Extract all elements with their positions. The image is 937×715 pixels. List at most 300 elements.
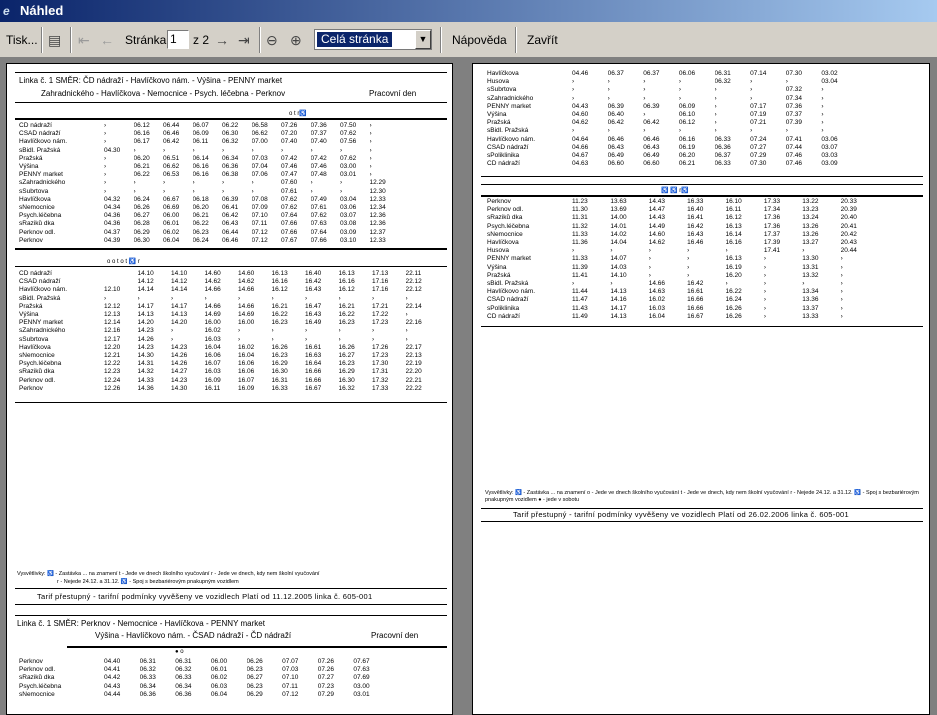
departure-time: › [763, 255, 767, 263]
departure-time: 14.10 [137, 270, 154, 277]
departure-time: 07.26 [281, 122, 298, 129]
departure-time: 20.42 [840, 230, 857, 238]
departure-time: › [821, 86, 824, 94]
toolbar-separator [70, 27, 72, 53]
departure-time: 04.63 [572, 160, 589, 168]
departure-time: 04.32 [104, 195, 121, 203]
departure-time: 17.23 [372, 319, 389, 327]
departure-time: 06.30 [133, 236, 150, 244]
departure-time: › [572, 127, 575, 135]
departure-time: 07.66 [310, 236, 327, 244]
timetable-4 [487, 70, 857, 168]
departure-time: 06.46 [643, 135, 660, 143]
stop-name: Perknov [19, 384, 43, 392]
departure-time: 16.42 [687, 222, 704, 230]
departure-time: 07.30 [785, 70, 803, 77]
departure-time: 22.16 [405, 319, 422, 327]
departure-time: 14.14 [137, 286, 154, 294]
help-button[interactable]: Nápověda [452, 33, 507, 47]
departure-time: 06.60 [643, 160, 660, 168]
departure-time: 12.36 [369, 220, 386, 228]
departure-time: 07.60 [281, 179, 298, 187]
departure-time: 06.33 [714, 160, 731, 168]
departure-time: 14.60 [204, 270, 221, 277]
departure-time: 06.42 [643, 119, 660, 127]
departure-time: 07.63 [310, 220, 327, 228]
departure-time: › [369, 130, 372, 138]
departure-time: 06.44 [222, 228, 239, 236]
tariff-note: Tarif přestupný - tarifní podmínky vyvěšeny ve vozidlech Platí od 11.12.2005 linka č. 605-001 [37, 592, 373, 601]
departure-time: › [840, 271, 843, 279]
departure-time: › [840, 263, 843, 271]
departure-time: 16.40 [687, 206, 704, 214]
departure-time: 04.43 [104, 682, 121, 690]
departure-time: › [372, 294, 375, 302]
departure-time: › [678, 127, 682, 135]
preview-page-2 [472, 63, 930, 715]
departure-time: › [785, 127, 788, 135]
table-row [19, 188, 399, 196]
departure-time: › [369, 122, 372, 129]
departure-time: 06.16 [678, 135, 696, 143]
table-row [19, 171, 399, 179]
departure-time: 16.29 [271, 360, 288, 368]
departure-time: › [648, 263, 651, 271]
departure-time: 06.37 [643, 70, 660, 77]
departure-time: 12.24 [104, 376, 121, 384]
departure-time: 07.27 [317, 674, 335, 682]
window-titlebar[interactable] [0, 0, 937, 22]
departure-time: 06.01 [210, 666, 228, 674]
stop-name: ČD nádraží [487, 160, 520, 168]
departure-time: 07.44 [785, 143, 803, 151]
departure-time: 14.17 [137, 302, 154, 310]
page-rule [481, 508, 923, 509]
prev-page-icon[interactable]: ← [100, 32, 114, 48]
stop-name: sPoliklinika [487, 304, 520, 312]
departure-time: 14.62 [204, 278, 221, 286]
stop-name: sZahradnického [19, 327, 66, 335]
departure-time: 16.61 [687, 288, 704, 296]
departure-time: 16.23 [271, 319, 288, 327]
departure-time: › [133, 187, 136, 195]
stop-name: Psych.léčebna [487, 222, 530, 230]
departure-time: › [222, 179, 225, 187]
departure-time: 06.62 [251, 130, 268, 138]
stop-name: Výšina [487, 111, 507, 119]
departure-time: 14.26 [171, 360, 188, 368]
departure-time: › [338, 327, 341, 335]
table-row [19, 147, 399, 155]
zoom-in-icon[interactable]: ⊕ [290, 32, 302, 48]
departure-time: 16.31 [271, 376, 288, 384]
departure-time: 06.26 [246, 658, 263, 665]
stop-name: Perknov odl. [19, 376, 56, 384]
departure-time: 14.23 [137, 343, 154, 351]
departure-time: › [137, 294, 140, 302]
departure-time: 04.36 [104, 212, 121, 220]
departure-time: 06.04 [210, 690, 228, 698]
departure-time: 04.44 [104, 690, 121, 698]
departure-time: › [607, 86, 610, 94]
period-label-return: Pracovní den [371, 631, 419, 640]
departure-time: 17.37 [763, 230, 781, 238]
page-rule [481, 521, 923, 522]
departure-time: 07.56 [340, 138, 357, 146]
departure-time: 14.63 [648, 288, 666, 296]
table-row [487, 206, 879, 214]
departure-time: › [192, 187, 195, 195]
departure-time: 12.34 [369, 204, 386, 212]
departure-time: › [648, 247, 651, 255]
table-row [19, 336, 439, 344]
table-row [19, 352, 439, 360]
table-row [487, 136, 857, 144]
departure-time: 17.16 [372, 278, 389, 286]
departure-time: › [369, 138, 372, 146]
stop-name: Perknov odl. [19, 666, 56, 674]
departure-time: 14.16 [610, 296, 627, 304]
departure-time: › [271, 335, 274, 343]
departure-time: 07.21 [750, 119, 767, 127]
departure-time: 14.00 [610, 214, 627, 222]
page-label: Stránka [125, 33, 167, 47]
departure-time: 16.23 [338, 319, 355, 327]
departure-time: 12.14 [104, 319, 121, 327]
stop-name: Havlíčkovo nám. [487, 288, 536, 296]
departure-time: › [340, 179, 343, 187]
departure-time: 06.34 [222, 154, 239, 162]
table-row [487, 152, 857, 160]
departure-time: 03.06 [340, 204, 357, 212]
departure-time: 07.42 [281, 154, 298, 162]
page-setup-icon[interactable]: ▤ [48, 32, 62, 48]
stop-name: PENNY market [19, 319, 63, 327]
departure-time: 14.43 [648, 198, 666, 205]
departure-time: › [714, 94, 717, 102]
stop-name: Havlíčkova [487, 70, 519, 77]
column-symbols: o t r♿ [289, 111, 307, 117]
departure-time: 03.00 [340, 163, 357, 171]
departure-time: 06.60 [607, 160, 624, 168]
departure-time: 07.32 [785, 86, 803, 94]
departure-time: 07.03 [282, 666, 299, 674]
departure-time: 06.32 [714, 78, 731, 86]
departure-time: 07.66 [281, 220, 298, 228]
departure-time: › [840, 312, 843, 320]
departure-time: 07.49 [310, 195, 327, 203]
stop-name: Pražská [487, 271, 511, 279]
departure-time: 13.22 [802, 198, 819, 205]
table-row [19, 674, 389, 682]
chevron-down-icon[interactable]: ▼ [415, 30, 431, 49]
timetable-5 [487, 198, 879, 321]
departure-time: 12.20 [104, 343, 121, 351]
departure-time: 06.09 [192, 130, 209, 138]
departure-time: 16.12 [338, 286, 355, 294]
departure-time: 17.32 [372, 376, 389, 384]
departure-time: 14.66 [238, 286, 255, 294]
departure-time: 16.26 [271, 343, 288, 351]
stop-name: Výšina [19, 311, 39, 319]
departure-time: 06.00 [163, 212, 180, 220]
departure-time: › [687, 271, 690, 279]
stop-name: sRaziků dka [487, 214, 523, 222]
departure-time: 04.36 [104, 220, 121, 228]
departure-time: 06.17 [133, 138, 150, 146]
departure-time: 16.40 [305, 270, 322, 277]
departure-time: 16.00 [238, 319, 255, 327]
departure-time: › [340, 187, 343, 195]
departure-time: 06.58 [251, 122, 268, 129]
departure-time: 06.23 [192, 228, 209, 236]
departure-time: 06.21 [133, 163, 150, 171]
departure-time: 07.50 [340, 122, 357, 129]
departure-time: › [104, 179, 107, 187]
departure-time: › [572, 280, 575, 288]
page-number-input[interactable]: 1 [167, 30, 189, 49]
departure-time: 14.30 [137, 352, 154, 360]
departure-time: 07.26 [317, 658, 335, 665]
departure-time: › [750, 86, 753, 94]
page-rule [481, 326, 923, 327]
page-rule [15, 615, 447, 616]
departure-time: 06.34 [175, 682, 192, 690]
departure-time: › [610, 247, 613, 255]
departure-time: 07.00 [251, 138, 268, 146]
table-row [487, 119, 857, 127]
departure-time: 06.20 [192, 204, 209, 212]
departure-time: 14.49 [648, 222, 666, 230]
zoom-select[interactable] [314, 29, 432, 50]
departure-time: › [648, 271, 651, 279]
departure-time: 16.19 [725, 263, 742, 271]
departure-time: 16.30 [271, 368, 288, 376]
stop-name: Perknov odl. [487, 206, 524, 214]
departure-time: 04.66 [572, 143, 589, 151]
toolbar-separator [259, 27, 261, 53]
table-row [19, 691, 389, 699]
departure-time: 17.33 [372, 384, 389, 392]
table-row [487, 86, 857, 94]
first-page-icon[interactable]: ⇤ [78, 32, 90, 48]
departure-time: › [340, 146, 343, 154]
departure-time: 06.32 [139, 666, 156, 674]
page-rule [15, 402, 447, 403]
departure-time: 14.10 [610, 271, 627, 279]
table-row [19, 683, 389, 691]
departure-time: › [104, 122, 107, 129]
departure-time: 20.44 [840, 247, 857, 255]
departure-time: 07.11 [282, 682, 298, 690]
departure-time: 07.19 [750, 111, 767, 119]
departure-time: 13.26 [802, 230, 819, 238]
departure-time: 13.23 [802, 206, 819, 214]
departure-time: 16.22 [725, 288, 742, 296]
departure-time: 13.27 [802, 239, 819, 247]
departure-time: 14.13 [610, 312, 627, 320]
departure-time: 14.62 [238, 278, 255, 286]
departure-time: 17.39 [763, 239, 781, 247]
departure-time: 12.16 [104, 327, 121, 335]
departure-time: › [305, 327, 308, 335]
departure-time: 07.66 [281, 228, 298, 236]
table-row [19, 229, 399, 237]
departure-time: › [821, 102, 824, 110]
departure-time: 07.42 [310, 154, 327, 162]
departure-time: 04.30 [104, 146, 121, 154]
zoom-out-icon[interactable]: ⊖ [266, 32, 278, 48]
departure-time: 07.62 [340, 154, 357, 162]
print-button[interactable]: Tisk... [6, 33, 38, 47]
departure-time: › [714, 86, 717, 94]
departure-time: 16.04 [204, 343, 221, 351]
departure-time: 06.36 [714, 143, 731, 151]
departure-time: 07.30 [750, 160, 767, 168]
departure-time: 16.13 [271, 270, 288, 277]
departure-time: › [405, 311, 408, 319]
timetable-3 [19, 658, 389, 699]
departure-time: 17.36 [763, 222, 781, 230]
table-row [487, 305, 879, 313]
departure-time: 14.01 [610, 222, 627, 230]
departure-time: 12.30 [369, 187, 386, 195]
last-page-icon[interactable]: ⇥ [238, 32, 250, 48]
table-row [487, 264, 879, 272]
stop-name: PENNY market [487, 102, 531, 110]
departure-time: 16.32 [338, 384, 355, 392]
departure-time: 07.29 [750, 152, 767, 160]
departure-time: 14.31 [137, 360, 154, 368]
departure-time: › [643, 86, 646, 94]
departure-time: › [678, 78, 682, 86]
departure-time: › [643, 78, 646, 86]
departure-time: › [840, 296, 843, 304]
departure-time: 06.43 [222, 220, 239, 228]
departure-time: 22.17 [405, 343, 422, 351]
stop-name: sPoliklinika [487, 152, 520, 160]
departure-time: 06.46 [222, 236, 239, 244]
departure-time: 06.36 [222, 163, 239, 171]
departure-time: › [163, 187, 166, 195]
table-row [19, 155, 399, 163]
departure-time: 12.36 [369, 212, 386, 220]
departure-time: 06.26 [133, 204, 150, 212]
period-label: Pracovní den [369, 89, 417, 98]
close-button[interactable]: Zavřít [527, 33, 558, 47]
departure-time: 16.00 [204, 319, 221, 327]
departure-time: 11.43 [572, 304, 588, 312]
departure-time: 06.19 [678, 143, 696, 151]
table-row [487, 255, 879, 263]
departure-time: 04.60 [572, 111, 589, 119]
departure-time: › [305, 335, 308, 343]
departure-time: 06.44 [163, 122, 180, 129]
table-row [19, 130, 399, 138]
table-row [19, 122, 399, 130]
departure-time: 16.04 [648, 312, 666, 320]
departure-time: 04.39 [104, 236, 121, 244]
departure-time: 17.26 [372, 343, 389, 351]
stop-name: Havlíčkova [19, 343, 51, 351]
departure-time: 07.63 [353, 666, 370, 674]
departure-time: 11.41 [572, 271, 588, 279]
stop-name: sSubrtova [19, 335, 49, 343]
next-page-icon[interactable]: → [215, 32, 229, 48]
departure-time: 22.12 [405, 278, 422, 286]
departure-time: 07.17 [750, 102, 767, 110]
departure-time: 11.33 [572, 255, 588, 263]
departure-time: 14.13 [171, 311, 188, 319]
departure-time: 14.33 [137, 376, 154, 384]
departure-time: › [821, 127, 824, 135]
departure-time: 07.10 [282, 674, 299, 682]
departure-time: 04.37 [104, 228, 121, 236]
timetable-2 [19, 270, 439, 393]
departure-time: 17.31 [372, 368, 389, 376]
departure-time: 07.67 [353, 658, 370, 665]
departure-time: › [714, 111, 717, 119]
departure-time: › [251, 179, 254, 187]
departure-time: 06.31 [714, 70, 731, 77]
departure-time: › [271, 294, 274, 302]
column-symbols: ♿ ♿ r♿ [661, 188, 689, 194]
departure-time: 04.40 [104, 658, 121, 665]
departure-time: 11.31 [572, 214, 588, 222]
departure-time: › [607, 78, 610, 86]
departure-time: 20.43 [840, 239, 857, 247]
departure-time: 16.06 [204, 352, 221, 360]
departure-time: 06.33 [139, 674, 156, 682]
departure-time: 07.03 [251, 154, 268, 162]
departure-time: › [750, 94, 753, 102]
departure-time [104, 278, 138, 286]
table-row [487, 214, 879, 222]
departure-time: 13.34 [802, 288, 819, 296]
departure-time: 17.36 [763, 214, 781, 222]
stop-name: ČSAD nádraží [487, 296, 529, 304]
page-rule [15, 266, 447, 267]
departure-time: 06.22 [192, 220, 209, 228]
toolbar-separator [515, 27, 517, 53]
departure-time: 07.37 [310, 130, 327, 138]
departure-time: 17.16 [372, 286, 389, 294]
departure-time: 14.14 [171, 286, 188, 294]
departure-time: 06.32 [175, 666, 192, 674]
departure-time: 03.04 [340, 195, 357, 203]
page-rule [15, 118, 447, 120]
preview-area[interactable] [0, 59, 937, 715]
departure-time: › [238, 327, 241, 335]
departure-time: 16.21 [271, 302, 288, 310]
table-row [487, 70, 857, 78]
departure-time: 06.39 [607, 102, 624, 110]
stop-name: ČSAD nádraží [19, 130, 61, 138]
table-row [19, 303, 439, 311]
departure-time: 12.13 [104, 311, 121, 319]
table-row [19, 212, 399, 220]
page-rule [15, 588, 447, 589]
departure-time: 06.40 [607, 111, 624, 119]
departure-time: › [840, 255, 843, 263]
departure-time: 06.27 [133, 212, 150, 220]
departure-time: 06.24 [133, 195, 150, 203]
departure-time: › [405, 294, 408, 302]
stop-name: Psych.léčebna [19, 682, 62, 690]
stop-name: ČSAD nádraží [19, 278, 61, 286]
table-row [487, 239, 879, 247]
departure-time: › [163, 179, 166, 187]
